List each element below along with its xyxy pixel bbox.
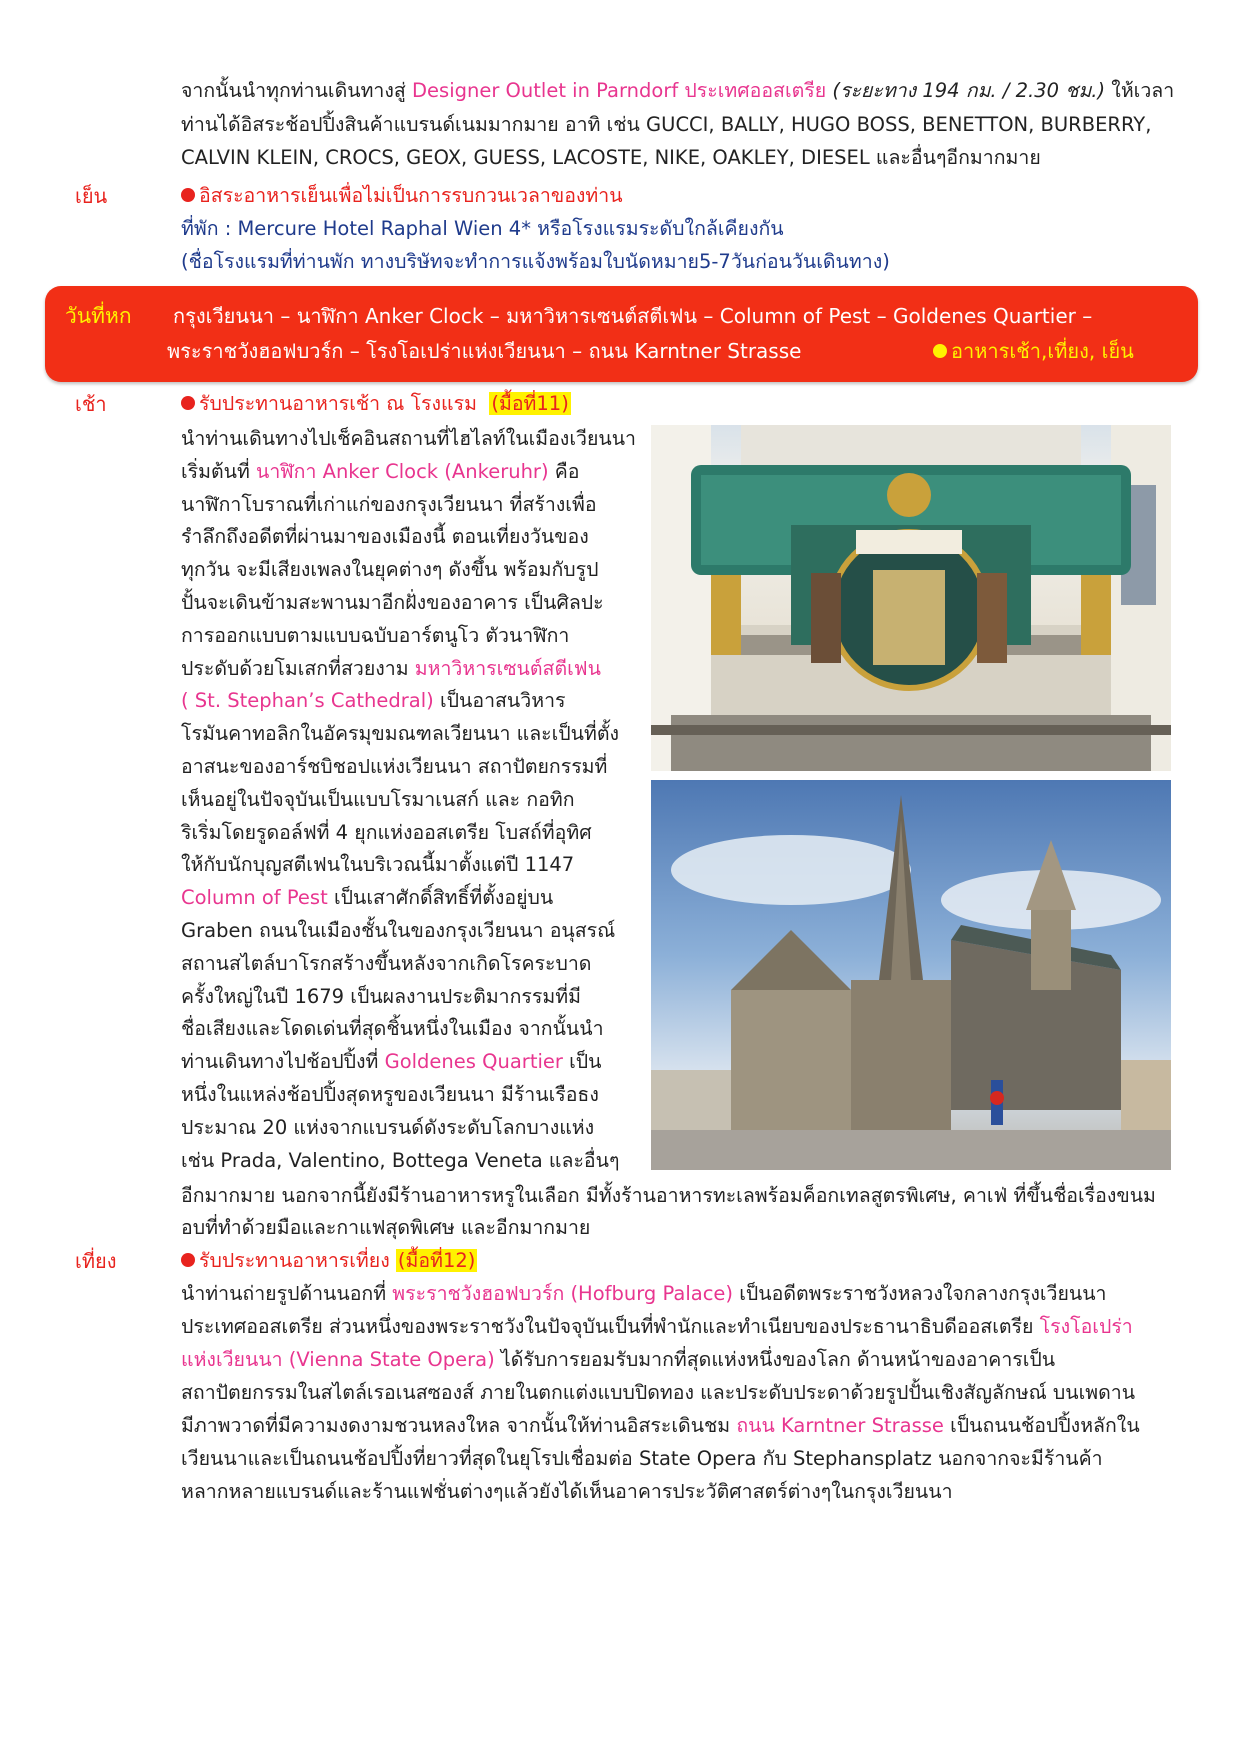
noon-line: เวียนนาและเป็นถนนช้อปปิ้งที่ยาวที่สุดในยุโรปเชื่อมต่อ State Opera กับ Stephansplatz นอกจากจะมีร้านค้า <box>181 1447 1103 1470</box>
noon-line: สถาปัตยกรรมในสไตล์เรอเนสซองส์ ภายในตกแต่งแบบปิดทอง และประดับประดาด้วยรูปปั้นเชิงสัญลักษณ์ บนเพดาน <box>181 1381 1136 1404</box>
morning-line: ชื่อเสียงและโดดเด่นที่สุดชิ้นหนึ่งในเมือง จากนั้นนำ <box>181 1017 604 1041</box>
morning-line: ประดับด้วยโมเสกที่สวยงาม มหาวิหารเซนต์สตีเฟน <box>181 656 601 680</box>
banner-meals: อาหารเช้า,เที่ยง, เย็น <box>933 335 1134 367</box>
morning-line: เริ่มต้นที่ นาฬิกา Anker Clock (Ankeruhr) คือ <box>181 459 580 483</box>
morning-meal: รับประทานอาหารเช้า ณ โรงแรม (มื้อที่11) <box>181 389 571 419</box>
intro-line-1: จากนั้นนำทุกท่านเดินทางสู่ Designer Outlet in Parndorf ประเทศออสเตรีย (ระยะทาง 194 กม. / 2.30 ชม.) ให้เวลา <box>181 79 1175 102</box>
morning-line: นาฬิกาโบราณที่เก่าแก่ของกรุงเวียนนา ที่สร้างเพื่อ <box>181 492 597 516</box>
morning-line: ประมาณ 20 แห่งจากแบรนด์ดังระดับโลกบางแห่ง <box>181 1115 595 1139</box>
morning-line: Graben ถนนในเมืองชั้นในของกรุงเวียนนา อนุสรณ์ <box>181 919 616 942</box>
anker-clock-illustration <box>651 425 1171 771</box>
morning-line: สถานสไตล์บาโรกสร้างขึ้นหลังจากเกิดโรคระบาด <box>181 951 592 975</box>
place-link: ( St. Stephan’s Cathedral) <box>181 689 434 713</box>
morning-line: ริเริ่มโดยรูดอล์ฟที่ 4 ยุกแห่งออสเตรีย โบสถ์ที่อุทิศ <box>181 820 592 844</box>
morning-line: ครั้งใหญ่ในปี 1679 เป็นผลงานประติมากรรมที่มี <box>181 984 581 1008</box>
morning-full-line: อบที่ทำด้วยมือและกาแฟสุดพิเศษ และอีกมากมาย <box>181 1216 591 1239</box>
place-link: นาฬิกา Anker Clock (Ankeruhr) <box>256 459 549 483</box>
route-line-2: พระราชวังฮอฟบวร์ก – โรงโอเปร่าแห่งเวียนนา – ถนน Karntner Strasse <box>167 339 802 363</box>
place-link: โรงโอเปร่า <box>1039 1315 1133 1338</box>
hotel-line: ที่พัก : Mercure Hotel Raphal Wien 4* หรือโรงแรมระดับใกล้เคียงกัน <box>181 217 784 240</box>
morning-line: การออกแบบตามแบบฉบับอาร์ตนูโว ตัวนาฬิกา <box>181 623 570 647</box>
noon-line: นำท่านถ่ายรูปด้านนอกที่ พระราชวังฮอฟบวร์ก (Hofburg Palace) เป็นอดีตพระราชวังหลวงใจกลางกรุงเวียนนา <box>181 1282 1107 1305</box>
morning-line: นำท่านเดินทางไปเช็คอินสถานที่ไฮไลท์ในเมืองเวียนนา <box>181 427 636 450</box>
intro-line-2: ท่านได้อิสระช้อปปิ้งสินค้าแบรนด์เนมมากมาย อาทิ เช่น GUCCI, BALLY, HUGO BOSS, BENETTON, BURBERRY, <box>181 113 1152 136</box>
place-link: Column of Pest <box>181 886 328 910</box>
morning-line: โรมันคาทอลิกในอัครมุขมณฑลเวียนนา และเป็นที่ตั้ง <box>181 722 620 746</box>
morning-line: ( St. Stephan’s Cathedral) เป็นอาสนวิหาร <box>181 689 566 713</box>
noon-line: หลากหลายแบรนด์และร้านแฟชั่นต่างๆแล้วยังได้เห็นอาคารประวัติศาสตร์ต่างๆในกรุงเวียนนา <box>181 1480 953 1503</box>
day-label: วันที่หก <box>65 304 132 328</box>
morning-line: เช่น Prada, Valentino, Bottega Veneta และอื่นๆ <box>181 1148 620 1172</box>
morning-line: เห็นอยู่ในปัจจุบันเป็นแบบโรมาเนสก์ และ กอทิก <box>181 787 575 811</box>
day-banner <box>45 286 1198 382</box>
place-link: มหาวิหารเซนต์สตีเฟน <box>414 656 601 680</box>
anker-clock-photo <box>651 425 1171 771</box>
morning-line: อาสนะของอาร์ชบิชอปแห่งเวียนนา สถาปัตยกรรมที่ <box>181 755 608 778</box>
place-link: ถนน Karntner Strasse <box>736 1414 944 1437</box>
place-link: แห่งเวียนนา (Vienna State Opera) <box>181 1348 495 1371</box>
hotel-note: (ชื่อโรงแรมที่ท่านพัก ทางบริษัทจะทำการแจ้งพร้อมใบนัดหมาย5-7วันก่อนวันเดินทาง) <box>181 250 890 273</box>
noon-line: มีภาพวาดที่มีความงดงามชวนหลงใหล จากนั้นให้ท่านอิสระเดินชม ถนน Karntner Strasse เป็นถนนช้อปปิ้งหลักใน <box>181 1414 1140 1437</box>
cathedral-illustration <box>651 780 1171 1170</box>
cathedral-photo <box>651 780 1171 1170</box>
meal-icon <box>181 188 195 202</box>
morning-line: ให้กับนักบุญสตีเฟนในบริเวณนี้มาตั้งแต่ปี 1147 <box>181 853 575 877</box>
morning-line: ทุกวัน จะมีเสียงเพลงในยุคต่างๆ ดังขึ้น พร้อมกับรูป <box>181 558 599 582</box>
designer-outlet-link: Designer Outlet in Parndorf ประเทศออสเตรีย <box>412 79 827 102</box>
meal-icon <box>181 1253 195 1267</box>
morning-line: Column of Pest เป็นเสาศักดิ์สิทธิ์ที่ตั้งอยู่บน <box>181 886 554 910</box>
morning-line: รำลึกถึงอดีตที่ผ่านมาของเมืองนี้ ตอนเที่ยงวันของ <box>181 525 589 549</box>
morning-line: ปั้นจะเดินข้ามสะพานมาอีกฝั่งของอาคาร เป็นศิลปะ <box>181 591 604 614</box>
noon-meal: รับประทานอาหารเที่ยง (มื้อที่12) <box>181 1246 477 1276</box>
morning-full-line: อีกมากมาย นอกจากนี้ยังมีร้านอาหารหรูในเลือก มีทั้งร้านอาหารทะเลพร้อมค็อกเทลสูตรพิเศษ, คาเฟ่ ที่ขึ้นชื่อเรื่องขนม <box>181 1184 1156 1207</box>
noon-label: เที่ยง <box>75 1249 117 1273</box>
evening-meal: อิสระอาหารเย็นเพื่อไม่เป็นการรบกวนเวลาของท่าน <box>181 181 623 211</box>
noon-line: แห่งเวียนนา (Vienna State Opera) ได้รับการยอมรับมากที่สุดแห่งหนึ่งของโลก ด้านหน้าของอาคารเป็น <box>181 1348 1056 1371</box>
morning-line: ท่านเดินทางไปช้อปปิ้งที่ Goldenes Quartier เป็น <box>181 1050 602 1074</box>
route-line-1: กรุงเวียนนา – นาฬิกา Anker Clock – มหาวิหารเซนต์สตีเฟน – Column of Pest – Goldenes Quartier – <box>173 304 1093 328</box>
place-link: พระราชวังฮอฟบวร์ก (Hofburg Palace) <box>392 1282 734 1305</box>
meal-number: (มื้อที่12) <box>397 1249 476 1272</box>
meal-icon <box>181 396 195 410</box>
intro-line-3: CALVIN KLEIN, CROCS, GEOX, GUESS, LACOSTE, NIKE, OAKLEY, DIESEL และอื่นๆอีกมากมาย <box>181 146 1041 169</box>
morning-label: เช้า <box>75 392 107 416</box>
place-link: Goldenes Quartier <box>384 1050 563 1074</box>
morning-line: หนึ่งในแหล่งช้อปปิ้งสุดหรูของเวียนนา มีร้านเรือธง <box>181 1083 599 1106</box>
noon-line: ประเทศออสเตรีย ส่วนหนึ่งของพระราชวังในปัจจุบันเป็นที่พำนักและทำเนียบของประธานาธิบดีออสเตรีย โรงโอเปร่า <box>181 1315 1133 1338</box>
evening-label: เย็น <box>75 184 108 208</box>
meal-icon <box>933 344 947 358</box>
meal-number: (มื้อที่11) <box>491 392 569 415</box>
